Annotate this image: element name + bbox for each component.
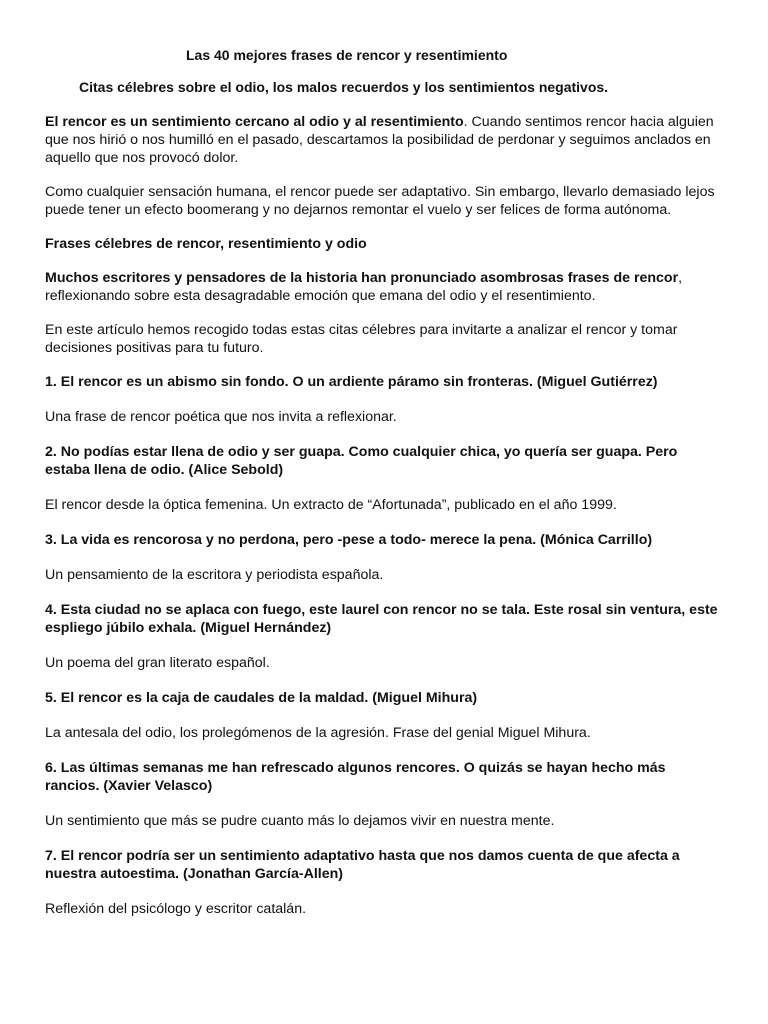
- paragraph-writers: [45, 269, 722, 305]
- document-title: Las 40 mejores frases de rencor y resentimiento: [186, 47, 508, 63]
- quote-4: 4. Esta ciudad no se aplaca con fuego, este laurel con rencor no se tala. Este rosal sin ventura, este espliego júbilo exhala. (Miguel Hernández): [45, 602, 718, 636]
- quote-5-note: La antesala del odio, los prolegómenos de la agresión. Frase del genial Miguel Mihura.: [45, 725, 591, 741]
- intro-bold-text: El rencor es un sentimiento cercano al odio y al resentimiento: [45, 114, 464, 130]
- quote-1: 1. El rencor es un abismo sin fondo. O un ardiente páramo sin fronteras. (Miguel Gutiérrez): [45, 374, 658, 390]
- intro-paragraph: [45, 113, 722, 167]
- quote-4-note: Un poema del gran literato español.: [45, 655, 270, 671]
- quote-2-note: El rencor desde la óptica femenina. Un extracto de “Afortunada”, publicado en el año 1999.: [45, 497, 617, 513]
- writers-rest-text: , reflexionando sobre esta desagradable emoción que emana del odio y el resentimiento.: [45, 270, 683, 304]
- paragraph-article: En este artículo hemos recogido todas estas citas célebres para invitarte a analizar el rencor y tomar decisiones positivas para tu futuro.: [45, 322, 678, 356]
- document-subtitle: Citas célebres sobre el odio, los malos recuerdos y los sentimientos negativos.: [79, 79, 609, 95]
- quote-6: 6. Las últimas semanas me han refrescado algunos rencores. O quizás se hayan hecho más rancios. (Xavier Velasco): [45, 760, 666, 794]
- quote-7-note: Reflexión del psicólogo y escritor catalán.: [45, 901, 307, 917]
- paragraph-adaptive: Como cualquier sensación humana, el rencor puede ser adaptativo. Sin embargo, llevarlo demasiado lejos puede tener un efecto boomerang y no dejarnos remontar el vuelo y ser felices de forma autónoma.: [45, 184, 715, 218]
- writers-bold-text: Muchos escritores y pensadores de la historia han pronunciado asombrosas frases de rencor: [45, 270, 679, 286]
- quote-7: 7. El rencor podría ser un sentimiento adaptativo hasta que nos damos cuenta de que afecta a nuestra autoestima. (Jonathan García-Allen): [45, 848, 680, 882]
- quote-1-note: Una frase de rencor poética que nos invita a reflexionar.: [45, 409, 397, 425]
- quote-3: 3. La vida es rencorosa y no perdona, pero -pese a todo- merece la pena. (Mónica Carrillo): [45, 532, 653, 548]
- quote-3-note: Un pensamiento de la escritora y periodista española.: [45, 567, 384, 583]
- quote-2: 2. No podías estar llena de odio y ser guapa. Como cualquier chica, yo quería ser guapa. Pero estaba llena de odio. (Alice Sebold): [45, 444, 678, 478]
- section-heading: Frases célebres de rencor, resentimiento y odio: [45, 236, 367, 252]
- quote-5: 5. El rencor es la caja de caudales de la maldad. (Miguel Mihura): [45, 690, 478, 706]
- quote-6-note: Un sentimiento que más se pudre cuanto más lo dejamos vivir en nuestra mente.: [45, 813, 555, 829]
- intro-rest-text: . Cuando sentimos rencor hacia alguien que nos hirió o nos humilló en el pasado, descartamos la posibilidad de perdonar y seguimos anclados en aquello que nos provocó dolor.: [45, 114, 714, 166]
